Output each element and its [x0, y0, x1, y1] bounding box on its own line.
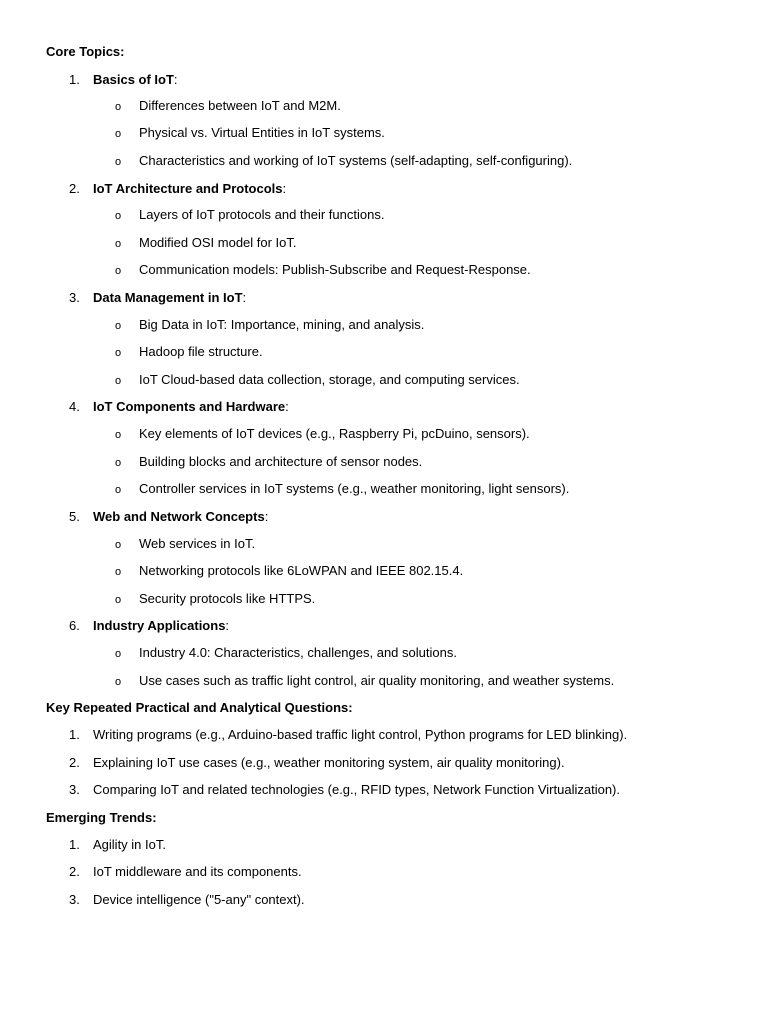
- bullet-marker: o: [115, 375, 122, 387]
- bullet-marker: o: [115, 539, 122, 551]
- bullet-marker: o: [115, 566, 122, 578]
- topic-title-architecture: [93, 181, 286, 197]
- list-number: 6.: [69, 618, 80, 633]
- bullet-marker: o: [115, 128, 122, 140]
- title-colon: :: [242, 290, 247, 305]
- list-item: Agility in IoT.: [93, 837, 166, 852]
- topic-title-text: Web and Network Concepts: [93, 509, 265, 524]
- list-item: Layers of IoT protocols and their functions.: [139, 207, 385, 222]
- topic-title-text: Industry Applications: [93, 618, 226, 633]
- topic-title-web-network: [93, 509, 268, 525]
- list-number: 4.: [69, 399, 80, 414]
- topic-title-text: IoT Components and Hardware: [93, 399, 286, 414]
- bullet-marker: o: [115, 238, 122, 250]
- topic-title-text: IoT Architecture and Protocols: [93, 181, 283, 196]
- list-item: Web services in IoT.: [139, 536, 256, 551]
- topic-title-text: Data Management in IoT: [93, 290, 243, 305]
- list-number: 3.: [69, 782, 80, 797]
- bullet-marker: o: [115, 648, 122, 660]
- list-number: 1.: [69, 837, 80, 852]
- list-number: 2.: [69, 755, 80, 770]
- list-item: Key elements of IoT devices (e.g., Raspberry Pi, pcDuino, sensors).: [139, 426, 530, 441]
- bullet-marker: o: [115, 101, 122, 113]
- title-colon: :: [282, 181, 287, 196]
- list-item: Controller services in IoT systems (e.g., weather monitoring, light sensors).: [139, 481, 570, 496]
- list-item: Use cases such as traffic light control, air quality monitoring, and weather systems.: [139, 673, 615, 688]
- list-item: Industry 4.0: Characteristics, challenges, and solutions.: [139, 645, 457, 660]
- section-heading-core-topics: Core Topics:: [46, 44, 125, 59]
- list-item: Differences between IoT and M2M.: [139, 98, 341, 113]
- list-number: 1.: [69, 72, 80, 87]
- list-item: Comparing IoT and related technologies (e.g., RFID types, Network Function Virtualization).: [93, 782, 620, 797]
- list-item: Big Data in IoT: Importance, mining, and analysis.: [139, 317, 425, 332]
- section-heading-emerging-trends: Emerging Trends:: [46, 810, 157, 825]
- list-item: Device intelligence ("5-any" context).: [93, 892, 305, 907]
- list-item: Security protocols like HTTPS.: [139, 591, 316, 606]
- topic-title-basics: [93, 72, 178, 88]
- list-item: Modified OSI model for IoT.: [139, 235, 297, 250]
- list-item: Networking protocols like 6LoWPAN and IEEE 802.15.4.: [139, 563, 464, 578]
- bullet-marker: o: [115, 676, 122, 688]
- list-item: Hadoop file structure.: [139, 344, 263, 359]
- topic-title-components: [93, 399, 289, 415]
- list-number: 3.: [69, 290, 80, 305]
- list-number: 2.: [69, 864, 80, 879]
- bullet-marker: o: [115, 484, 122, 496]
- list-item: Building blocks and architecture of sensor nodes.: [139, 454, 423, 469]
- list-item: Communication models: Publish-Subscribe and Request-Response.: [139, 262, 531, 277]
- list-number: 5.: [69, 509, 80, 524]
- list-number: 1.: [69, 727, 80, 742]
- title-colon: :: [173, 72, 178, 87]
- topic-title-industry: [93, 618, 229, 634]
- bullet-marker: o: [115, 429, 122, 441]
- bullet-marker: o: [115, 156, 122, 168]
- list-item: IoT middleware and its components.: [93, 864, 302, 879]
- bullet-marker: o: [115, 265, 122, 277]
- title-colon: :: [225, 618, 230, 633]
- topic-title-data-management: [93, 290, 246, 306]
- bullet-marker: o: [115, 210, 122, 222]
- section-heading-practical-questions: Key Repeated Practical and Analytical Questions:: [46, 700, 353, 715]
- list-item: Characteristics and working of IoT systems (self-adapting, self-configuring).: [139, 153, 573, 168]
- list-number: 3.: [69, 892, 80, 907]
- bullet-marker: o: [115, 594, 122, 606]
- list-number: 2.: [69, 181, 80, 196]
- title-colon: :: [264, 509, 269, 524]
- bullet-marker: o: [115, 347, 122, 359]
- list-item: IoT Cloud-based data collection, storage, and computing services.: [139, 372, 520, 387]
- bullet-marker: o: [115, 320, 122, 332]
- list-item: Writing programs (e.g., Arduino-based traffic light control, Python programs for LED blinking).: [93, 727, 628, 742]
- topic-title-text: Basics of IoT: [93, 72, 174, 87]
- bullet-marker: o: [115, 457, 122, 469]
- list-item: Physical vs. Virtual Entities in IoT systems.: [139, 125, 385, 140]
- list-item: Explaining IoT use cases (e.g., weather monitoring system, air quality monitoring).: [93, 755, 565, 770]
- title-colon: :: [285, 399, 289, 414]
